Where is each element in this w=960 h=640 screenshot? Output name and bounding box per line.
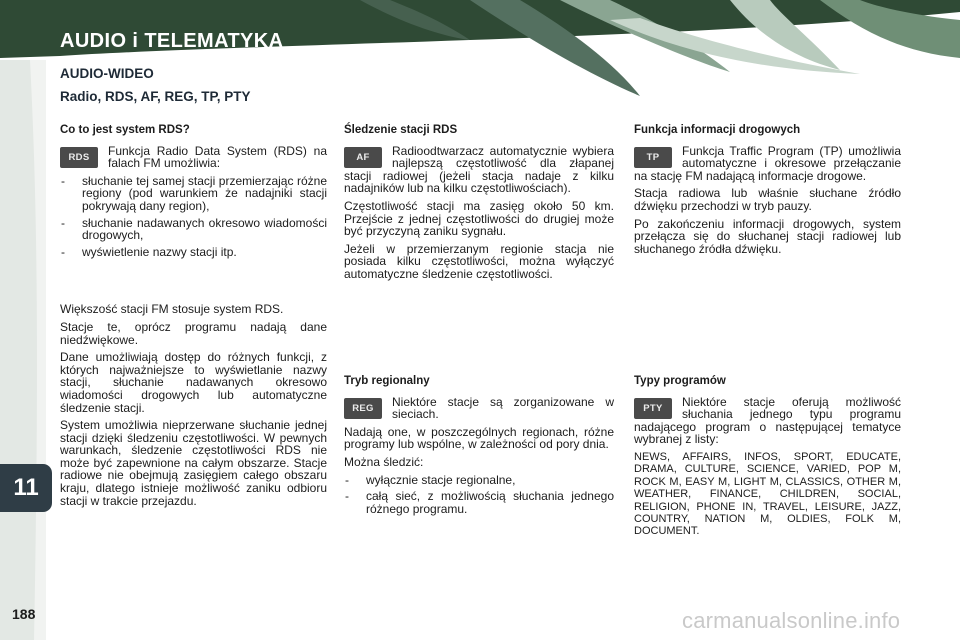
reg-badge-icon: REG: [344, 398, 382, 419]
rds-intro-block: [60, 145, 327, 170]
page-number: 188: [12, 606, 36, 622]
reg-intro-text: Niektóre stacje są zorganizowane w sieciach.: [392, 394, 614, 422]
column-reg: [344, 375, 614, 520]
column-rds: [60, 124, 327, 512]
pty-intro-block: [634, 396, 901, 446]
left-margin-decoration: [0, 60, 46, 640]
list-item: - całą sieć, z możliwością słuchania jednego różnego programu.: [344, 490, 614, 515]
list-item: - wyświetlenie nazwy stacji itp.: [60, 246, 327, 259]
rds-intro-text: Funkcja Radio Data System (RDS) na falach FM umożliwia:: [108, 143, 327, 171]
af-intro-block: [344, 145, 614, 195]
rds-badge-icon: RDS: [60, 147, 98, 168]
reg-option-list: [344, 474, 614, 516]
rds-heading: Co to jest system RDS?: [60, 124, 190, 136]
list-item: - wyłącznie stacje regionalne,: [344, 474, 614, 487]
pty-genre-list: NEWS, AFFAIRS, INFOS, SPORT, EDUCATE, DRAMA, CULTURE, SCIENCE, VARIED, POP M, ROCK M, EASY M, LIGHT M, CLASSICS, OTHER M, WEATHER, FINANCE, CHILDREN, SOCIAL, RELIGION, PHONE IN, TRAVEL, LEISURE, JAZZ, COUNTRY, NATION M, OLDIES, FOLK M, DOCUMENT.: [634, 450, 901, 538]
tp-heading: Funkcja informacji drogowych: [634, 124, 801, 136]
af-badge-icon: AF: [344, 147, 382, 168]
list-item: - słuchanie tej samej stacji przemierzając różne regiony (pod warunkiem że nadajniki stacji pokrywają dany region),: [60, 175, 327, 213]
chapter-tab: 11: [0, 464, 52, 512]
spacer: [60, 263, 327, 303]
section-title: AUDIO-WIDEO: [60, 66, 154, 81]
rds-feature-list: [60, 175, 327, 259]
tp-badge-icon: TP: [634, 147, 672, 168]
rds-paragraph: Stacje te, oprócz programu nadają dane niedźwiękowe.: [60, 319, 327, 347]
pty-intro-text: Niektóre stacje oferują możliwość słuchania jednego typu programu nadającego program o następującej tematyce wybranej z listy:: [634, 394, 901, 447]
subsection-title: Radio, RDS, AF, REG, TP, PTY: [60, 89, 251, 104]
column-af: [344, 124, 614, 286]
tp-paragraph: Po zakończeniu informacji drogowych, system przełącza się do słuchanej stacji radiowej lub słuchanego źródła dźwięku.: [634, 216, 901, 256]
header-title: AUDIO i TELEMATYKA: [60, 30, 284, 52]
column-tp: [634, 124, 901, 260]
pty-heading: Typy programów: [634, 375, 726, 387]
af-paragraph: Częstotliwość stacji ma zasięg około 50 km. Przejście z jednej częstotliwości do drugiej może być przyczyną zaniku sygnału.: [344, 198, 614, 239]
reg-intro-block: [344, 396, 614, 421]
af-paragraph: Jeżeli w przemierzanym regionie stacja nie posiada kilku częstotliwości, można wyłączyć automatyczne śledzenie częstotliwości.: [344, 241, 614, 281]
list-item: - słuchanie nadawanych okresowo wiadomości drogowych,: [60, 217, 327, 242]
column-pty: [634, 375, 901, 543]
reg-paragraph: Można śledzić:: [344, 454, 424, 469]
reg-paragraph: Nadają one, w poszczególnych regionach, różne programy lub wspólne, w zależności od pory dnia.: [344, 424, 614, 452]
watermark: carmanualsonline.info: [682, 608, 901, 633]
rds-paragraph: System umożliwia nieprzerwane słuchanie jednej stacji dzięki śledzeniu częstotliwości. W pewnych warunkach, śledzenie częstotliwości RDS nie może być zapewnione na całym obszarze. Stacje radiowe nie obejmują zasięgiem całego obszaru kraju, dlatego istnieje możliwość zaniku odbioru stacji w trakcie przejazdu.: [60, 418, 327, 508]
af-heading: Śledzenie stacji RDS: [344, 124, 458, 136]
tp-paragraph: Stacja radiowa lub właśnie słuchane źródło dźwięku przechodzi w tryb pauzy.: [634, 186, 901, 213]
tp-intro-text: Funkcja Traffic Program (TP) umożliwia automatyczne i okresowe przełączanie na stację FM nadającą informacje drogowe.: [634, 143, 901, 183]
rds-paragraph: Dane umożliwiają dostęp do różnych funkcji, z których najważniejsze to wyświetlanie nazwy stacji, słuchanie nadawanych okresowo wiadomości drogowych lub automatyczne śledzenie stacji.: [60, 350, 327, 415]
tp-intro-block: [634, 145, 901, 183]
rds-paragraph: Większość stacji FM stosuje system RDS.: [60, 302, 284, 317]
af-intro-text: Radioodtwarzacz automatycznie wybiera najlepszą częstotliwość dla złapanej stacji radiowej (jeżeli stacja nadaje z kilku nadajników lub na kilku częstotliwościach).: [344, 143, 614, 196]
reg-heading: Tryb regionalny: [344, 375, 430, 387]
pty-badge-icon: PTY: [634, 398, 672, 419]
